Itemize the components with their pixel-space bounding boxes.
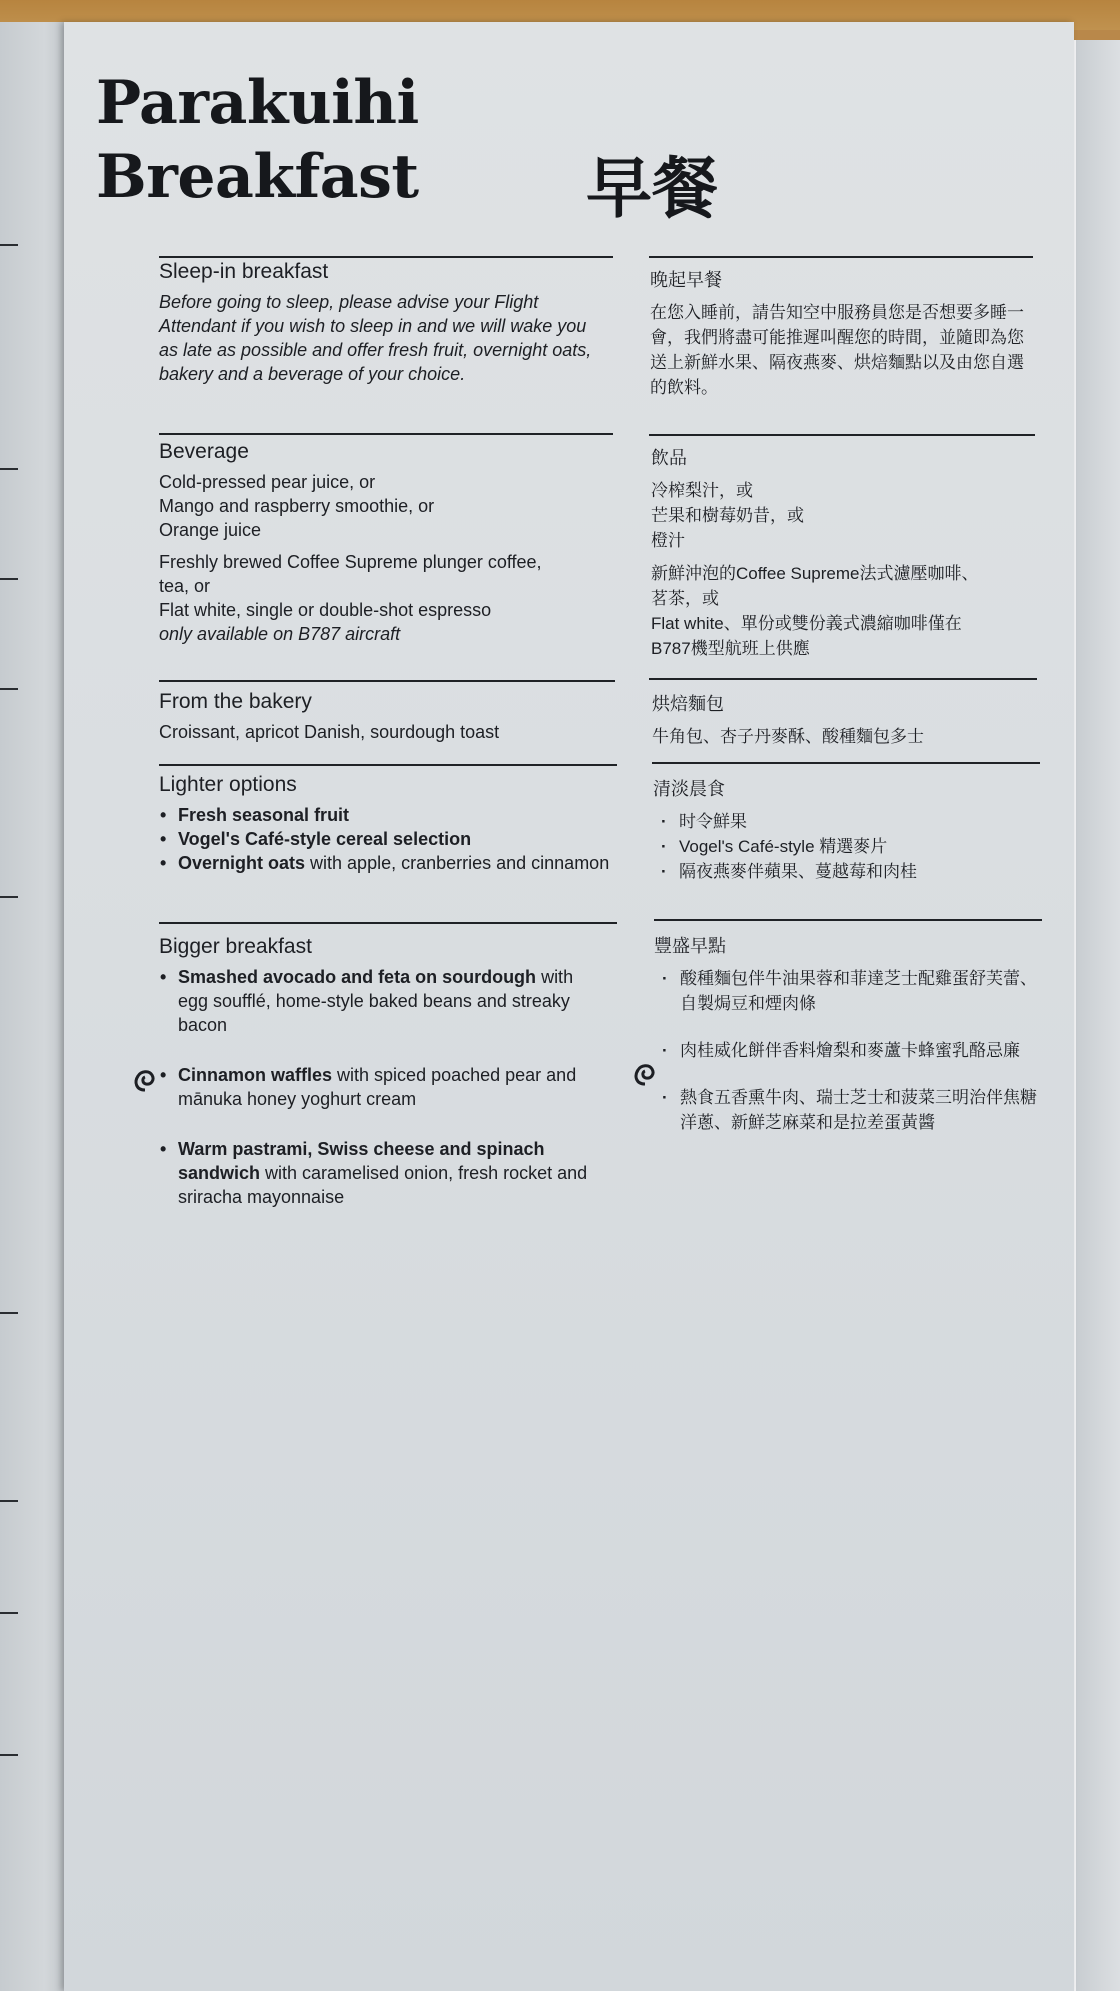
left-page-rule (0, 578, 18, 580)
juice-line: Cold-pressed pear juice, or (159, 472, 376, 492)
divider (652, 762, 1040, 764)
section-heading-zh: 豐盛早點 (654, 936, 726, 956)
juice-line: Orange juice (159, 520, 262, 540)
list-item: • Cinnamon waffles with spiced poached pear and mānuka honey yoghurt cream (159, 1063, 629, 1111)
section-heading-zh: 晚起早餐 (650, 270, 722, 290)
juice-line-zh: 冷榨梨汁，或 (651, 481, 753, 500)
coffee-line: Flat white, single or double-shot espresso (159, 600, 492, 620)
koru-swirl-icon (632, 1058, 658, 1092)
left-page-rule (0, 896, 18, 898)
divider (649, 434, 1035, 436)
divider (159, 680, 615, 682)
section-sleep-in-zh (650, 266, 1040, 400)
coffee-line-zh: B787機型航班上供應 (651, 639, 810, 658)
section-lighter-zh (653, 775, 1043, 884)
coffee-note: only available on B787 aircraft (159, 624, 401, 644)
list-item-zh: · 肉桂威化餅伴香料燴梨和麥蘆卡蜂蜜乳酪忌廉 (654, 1038, 1044, 1063)
list-item-zh: · 隔夜燕麥伴蘋果、蔓越莓和肉桂 (653, 859, 1043, 884)
bakery-text-zh: 牛角包、杏子丹麥酥、酸種麵包多士 (652, 727, 924, 746)
section-heading: Sleep-in breakfast (159, 260, 329, 283)
list-item: • Smashed avocado and feta on sourdough with egg soufflé, home-style baked beans and streaky bacon (159, 965, 583, 1037)
section-heading: Beverage (159, 440, 249, 463)
section-heading: Lighter options (159, 773, 297, 796)
section-heading: Bigger breakfast (159, 935, 312, 958)
section-bigger (159, 935, 629, 1209)
list-item: • Overnight oats with apple, cranberries and cinnamon (159, 851, 619, 875)
list-item: • Vogel's Café-style cereal selection (159, 827, 619, 851)
section-lighter (159, 773, 619, 875)
section-bakery-zh (652, 690, 1042, 749)
coffee-line-zh: Flat white、單份或雙份義式濃縮咖啡僅在 (651, 614, 962, 633)
section-bigger-zh (654, 932, 1044, 1135)
section-bakery (159, 690, 619, 744)
left-page-rule (0, 468, 18, 470)
divider (159, 433, 613, 435)
list-item-zh: · 熱食五香熏牛肉、瑞士芝士和菠菜三明治伴焦糖洋蔥、新鮮芝麻菜和是拉差蛋黃醬 (654, 1085, 1044, 1135)
coffee-line-zh: 新鮮沖泡的Coffee Supreme法式濾壓咖啡、 (651, 564, 979, 583)
section-beverage (159, 440, 619, 646)
divider (654, 919, 1042, 921)
left-page-rule (0, 1754, 18, 1756)
section-beverage-zh (651, 444, 1051, 661)
adjacent-page (0, 22, 64, 1991)
list-item-zh: · 时令鮮果 (653, 809, 1043, 834)
juice-line-zh: 芒果和樹莓奶昔，或 (651, 506, 804, 525)
section-sleep-in (159, 260, 609, 386)
bakery-text: Croissant, apricot Danish, sourdough toast (159, 722, 500, 742)
left-page-rule (0, 244, 18, 246)
divider (159, 764, 617, 766)
section-heading-zh: 清淡晨食 (653, 779, 725, 799)
title-chinese: 早餐 (586, 150, 718, 227)
juice-line-zh: 橙汁 (651, 531, 685, 550)
juice-line: Mango and raspberry smoothie, or (159, 496, 435, 516)
sleep-in-text: Before going to sleep, please advise your Flight Attendant if you wish to sleep in and we will wake you as late as possible and offer fresh fruit, overnight oats, bakery and a beverage of your choice. (159, 292, 592, 384)
coffee-line: tea, or (159, 576, 211, 596)
sleep-in-text-zh: 在您入睡前，請告知空中服務員您是否想要多睡一會，我們將盡可能推遲叫醒您的時間，並隨即為您送上新鮮水果、隔夜燕麥、烘焙麵點以及由您自選的飲料。 (650, 303, 1024, 397)
title-english: Parakuihi Breakfast (96, 68, 419, 212)
section-heading-zh: 飲品 (651, 448, 687, 468)
list-item: • Fresh seasonal fruit (159, 803, 619, 827)
section-heading-zh: 烘焙麵包 (652, 694, 724, 714)
divider (649, 256, 1033, 258)
list-item-zh: · Vogel's Café-style 精選麥片 (653, 834, 1043, 859)
divider (649, 678, 1037, 680)
divider (159, 256, 613, 258)
section-heading: From the bakery (159, 690, 312, 713)
left-page-rule (0, 1612, 18, 1614)
list-item: • Warm pastrami, Swiss cheese and spinach sandwich with caramelised onion, fresh rocket and sriracha mayonnaise (159, 1137, 618, 1209)
left-page-rule (0, 688, 18, 690)
coffee-line-zh: 茗茶，或 (651, 589, 719, 608)
koru-swirl-icon (132, 1064, 158, 1098)
page-edge (1074, 40, 1120, 1991)
divider (159, 922, 617, 924)
coffee-line: Freshly brewed Coffee Supreme plunger coffee, (159, 552, 542, 572)
list-item-zh: · 酸種麵包伴牛油果蓉和菲達芝士配雞蛋舒芙蕾、自製焗豆和煙肉條 (654, 966, 1044, 1016)
left-page-rule (0, 1312, 18, 1314)
left-page-rule (0, 1500, 18, 1502)
